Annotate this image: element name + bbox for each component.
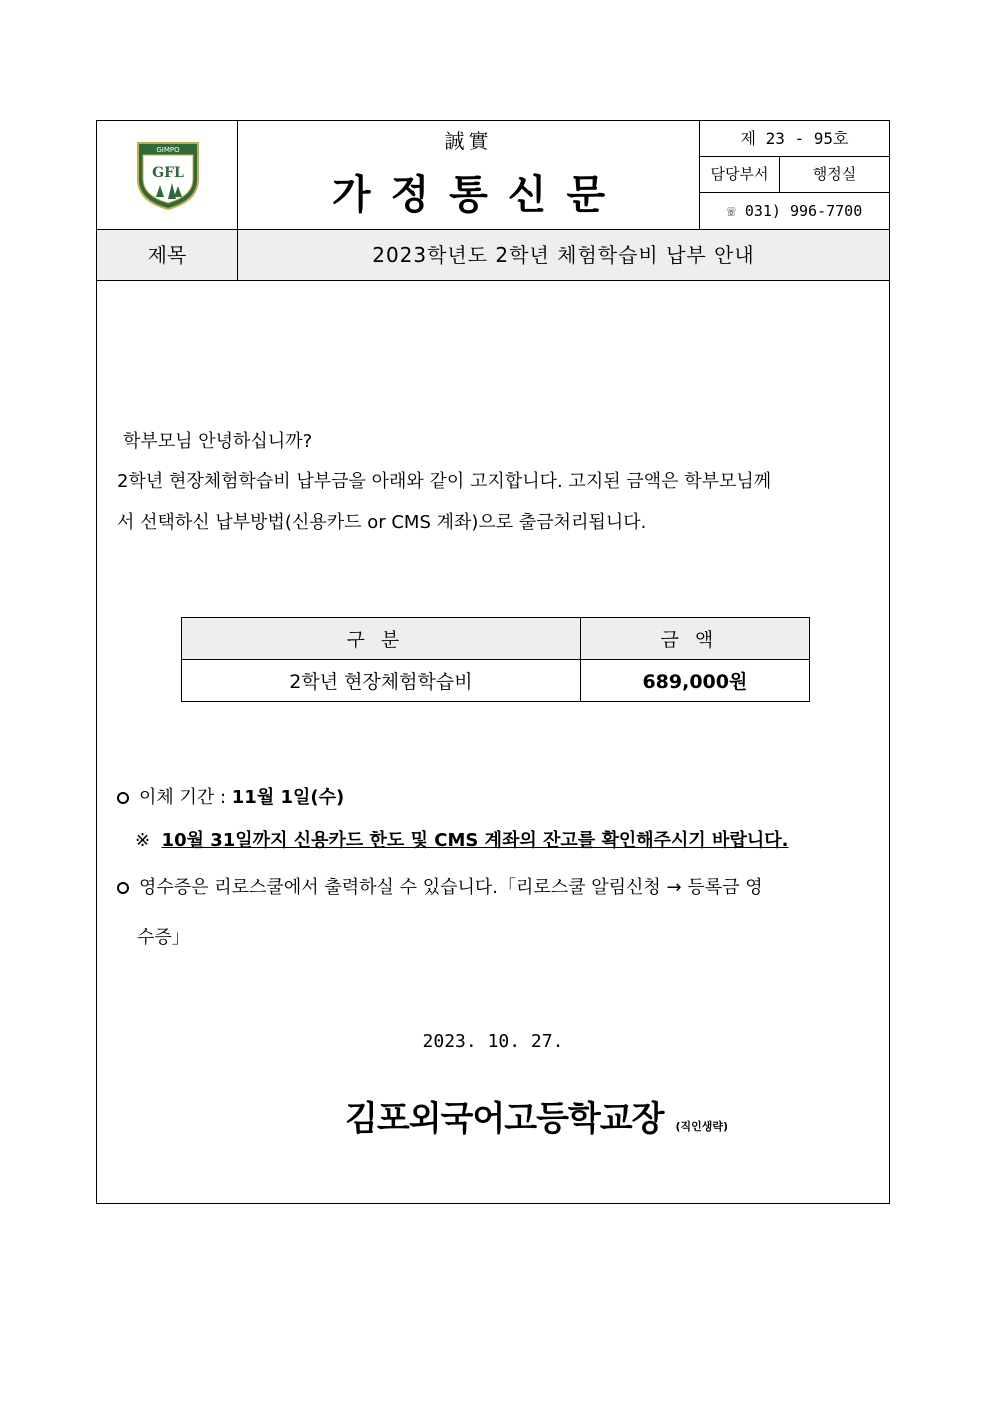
receipt-line-1: 영수증은 리로스쿨에서 출력하실 수 있습니다.「리로스쿨 알림신청 → 등록금 영 <box>139 877 763 898</box>
warning-mark: ※ <box>135 830 151 851</box>
principal-name: 김포외국어고등학교장 <box>345 1099 664 1139</box>
department-row <box>700 157 889 193</box>
info-cell <box>700 121 889 229</box>
subject-row <box>97 229 889 281</box>
table-row <box>182 660 810 702</box>
issue-date: 2023. 10. 27. <box>422 1031 564 1052</box>
subject-text: 2023학년도 2학년 체험학습비 납부 안내 <box>372 243 755 267</box>
header <box>97 121 889 229</box>
greeting: 학부모님 안녕하십니까? <box>123 431 313 452</box>
department-label: 담당부서 <box>700 157 780 192</box>
seal-note: (직인생략) <box>675 1120 729 1133</box>
body-line-2: 서 선택하신 납부방법(신용카드 or CMS 계좌)으로 출금처리됩니다. <box>117 512 647 533</box>
page-title: 가정통신문 <box>331 172 626 218</box>
fee-category: 2학년 현장체험학습비 <box>182 660 581 702</box>
transfer-period <box>117 783 877 809</box>
header-amount: 금액 <box>580 618 809 660</box>
phone-number: ☏ 031) 996-7700 <box>726 202 863 220</box>
body-line-1: 2학년 현장체험학습비 납부금을 아래와 같이 고지합니다. 고지된 금액은 학부모님께 <box>117 471 772 492</box>
logo-top-text: GIMPO <box>156 146 180 154</box>
principal-signature <box>345 1091 728 1140</box>
logo-initials: GFL <box>152 165 184 181</box>
fee-table-header <box>182 618 810 660</box>
department-value: 행정실 <box>812 165 857 183</box>
balance-warning <box>135 826 895 852</box>
fee-table <box>181 617 810 702</box>
header-category: 구분 <box>182 618 581 660</box>
school-motto: 誠實 <box>444 129 493 153</box>
transfer-date: 11월 1일(수) <box>231 787 345 808</box>
transfer-label: 이체 기간 : <box>139 787 232 808</box>
receipt-line-2: 수증」 <box>137 927 190 948</box>
title-cell <box>238 121 700 229</box>
document-number: 제 23 - 95호 <box>700 121 889 157</box>
subject-label: 제목 <box>97 230 238 280</box>
warning-text: 10월 31일까지 신용카드 한도 및 CMS 계좌의 잔고를 확인해주시기 바랍니다. <box>161 830 789 851</box>
notice-frame <box>96 120 890 1204</box>
circle-bullet-icon <box>117 882 129 894</box>
receipt-note <box>117 873 877 899</box>
circle-bullet-icon <box>117 792 129 804</box>
logo-cell <box>97 121 238 229</box>
fee-amount: 689,000원 <box>580 660 809 702</box>
school-logo <box>134 139 202 211</box>
